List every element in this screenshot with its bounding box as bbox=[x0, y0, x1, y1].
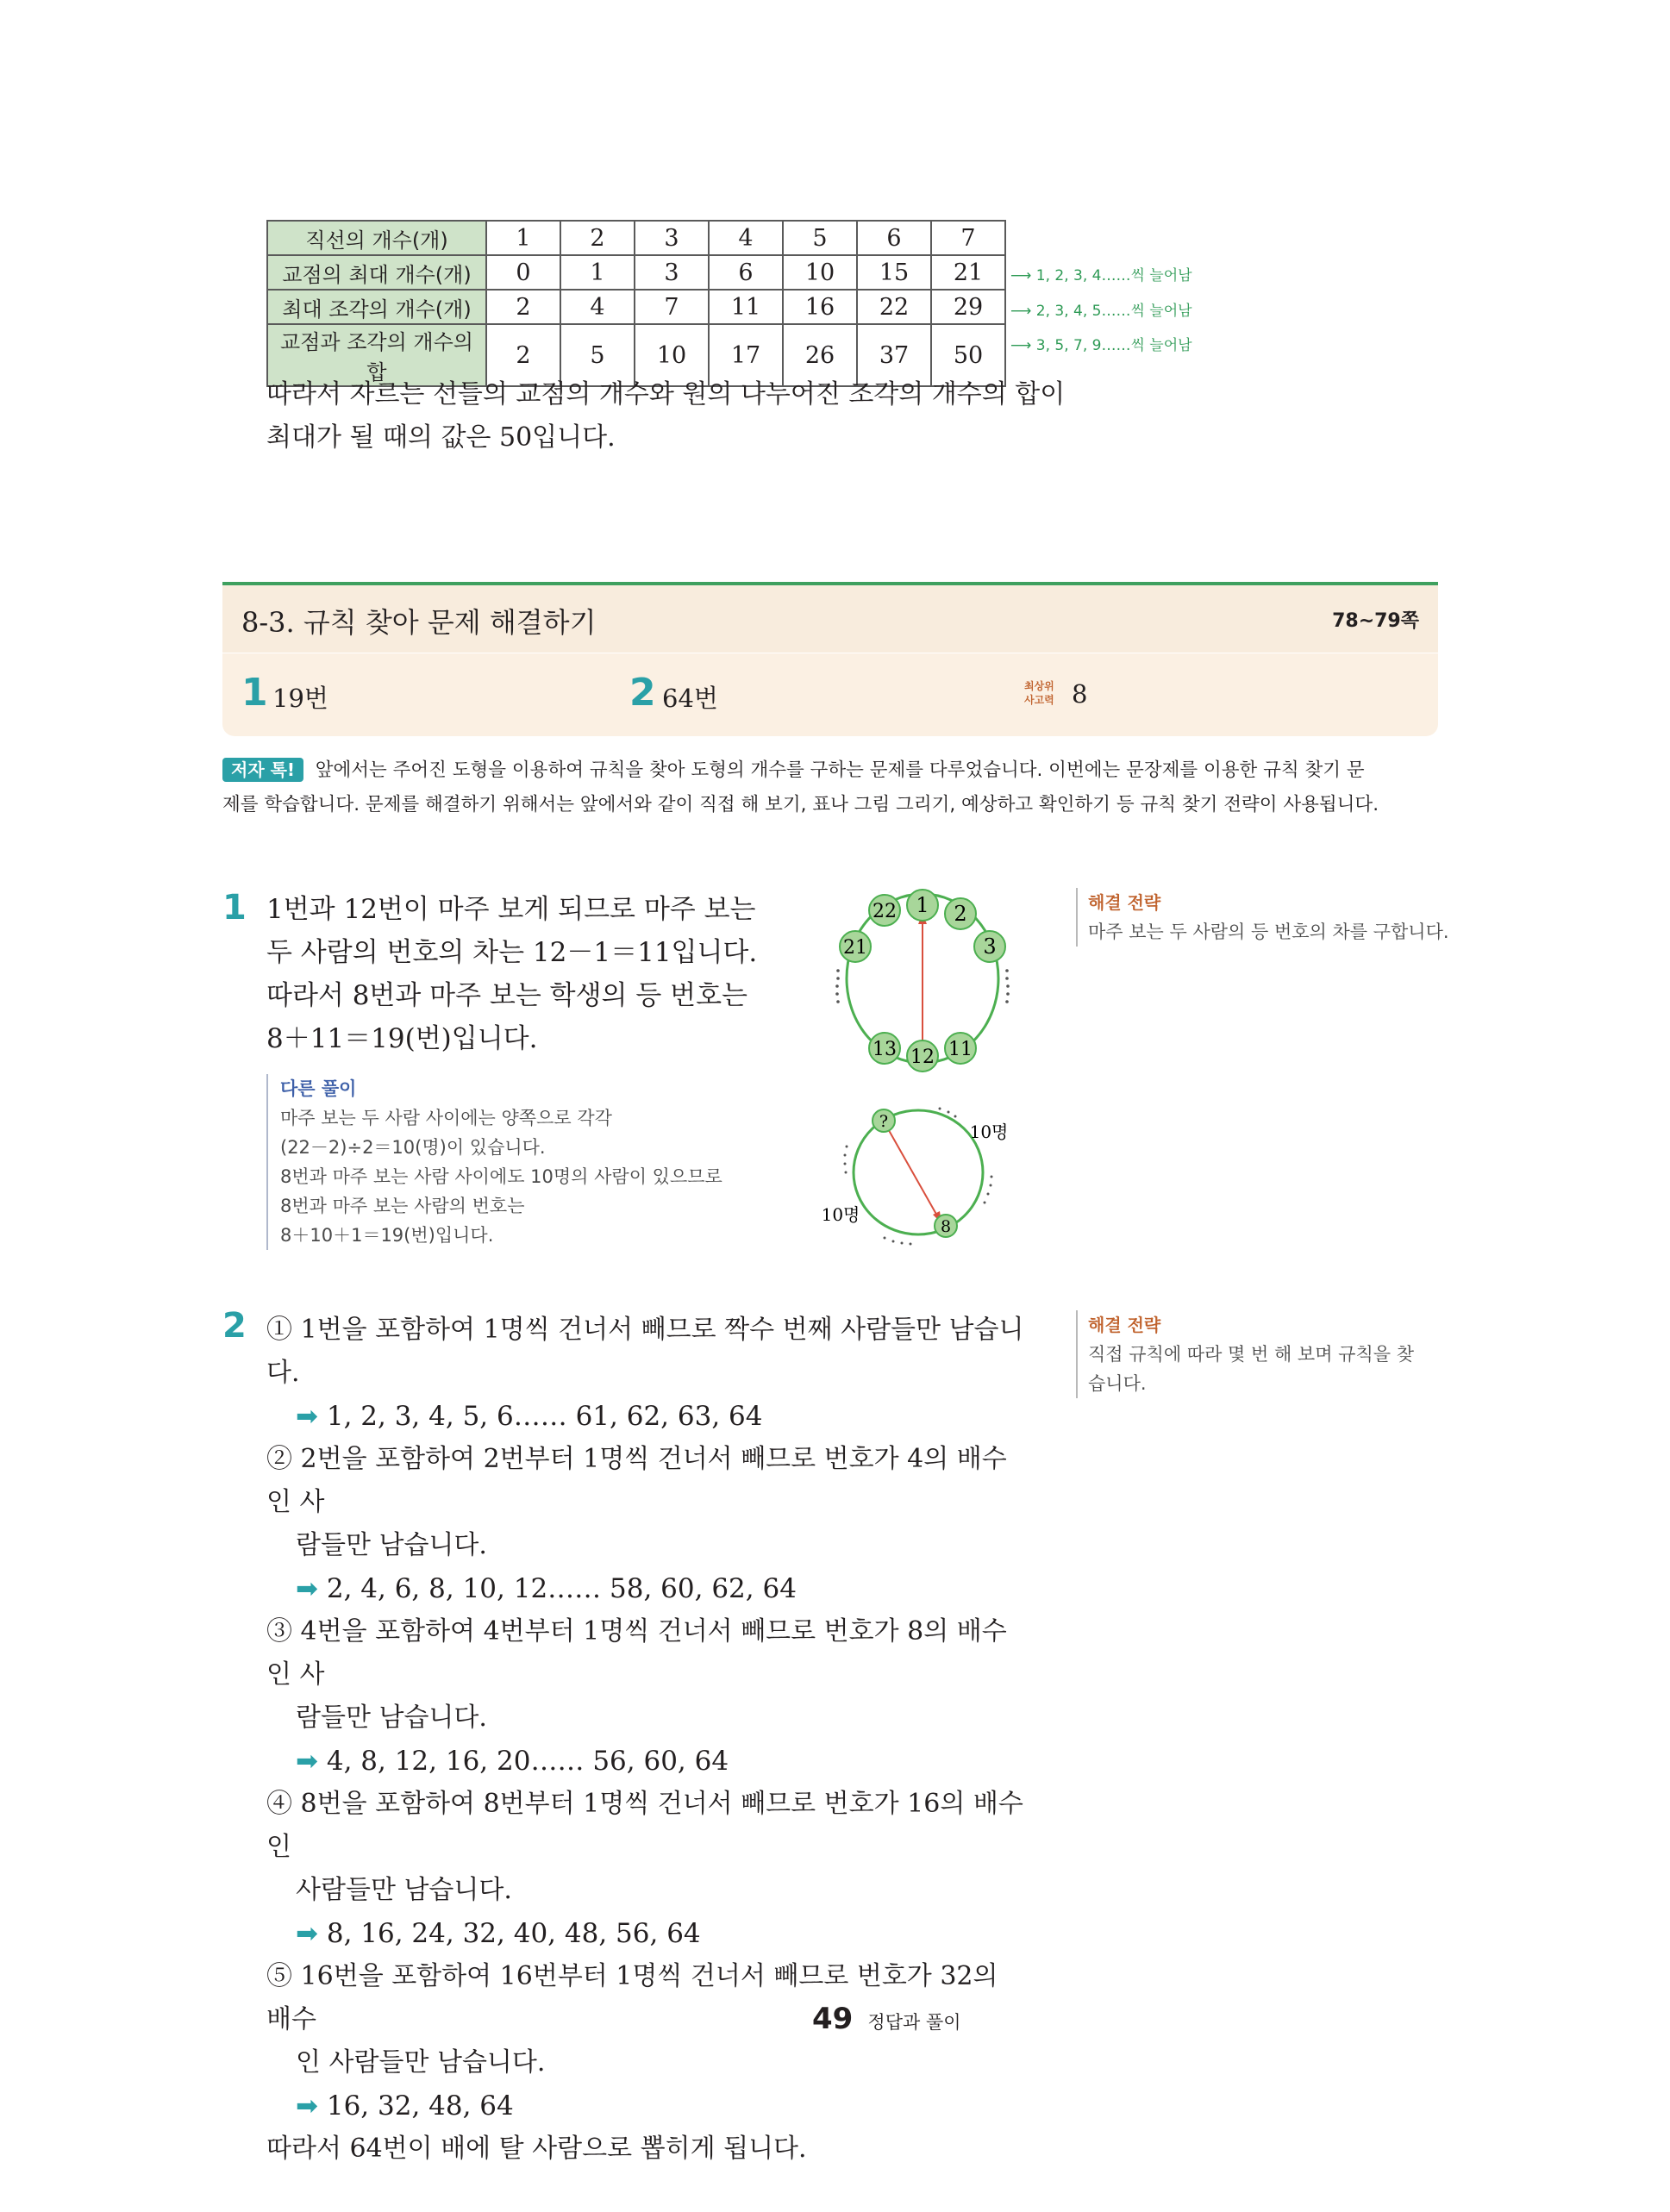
page-number: 49 bbox=[812, 2002, 854, 2036]
circle-diagram-1 bbox=[819, 879, 1043, 1086]
table-row bbox=[267, 255, 1005, 290]
table-cell: 22 bbox=[857, 290, 931, 324]
strategy-title: 해결 전략 bbox=[1088, 1315, 1161, 1335]
step-line: 인 사람들만 남습니다. bbox=[296, 2047, 546, 2078]
problem-number: 2 bbox=[222, 1306, 247, 1346]
table-cell: 15 bbox=[857, 255, 931, 290]
table-cell: 26 bbox=[783, 324, 857, 386]
alternative-solution: 다른 풀이 마주 보는 두 사람 사이에는 양쪽으로 각각 (22－2)÷2＝10(명)이 있습니다. 8번과 마주 보는 사람 사이에도 10명의 사람이 있으므로 8번과 마주 보는 사람의 번호는 8＋10＋1＝19(번)입니다. bbox=[266, 1074, 763, 1250]
table-cell: 0 bbox=[486, 255, 560, 290]
table-cell: 3 bbox=[635, 221, 709, 255]
table-cell: 17 bbox=[709, 324, 783, 386]
table-cell: 21 bbox=[931, 255, 1005, 290]
strategy-text: 습니다. bbox=[1088, 1373, 1147, 1394]
table-cell: 7 bbox=[931, 221, 1005, 255]
step-line: ④ 8번을 포함하여 8번부터 1명씩 건너서 빼므로 번호가 16의 배수인 bbox=[266, 1789, 1023, 1862]
count-table bbox=[266, 220, 1006, 387]
strategy-text: 마주 보는 두 사람의 등 번호의 차를 구합니다. bbox=[1088, 922, 1449, 942]
svg-text:?: ? bbox=[879, 1112, 889, 1131]
svg-text:22: 22 bbox=[873, 901, 897, 922]
table-cell: 5 bbox=[783, 221, 857, 255]
sequence-line: ➡ 1, 2, 3, 4, 5, 6…… 61, 62, 63, 64 bbox=[296, 1401, 763, 1432]
table-cell: 10 bbox=[783, 255, 857, 290]
table-cell: 5 bbox=[560, 324, 635, 386]
footer-label: 정답과 풀이 bbox=[867, 2012, 961, 2033]
section-title: 8-3. 규칙 찾아 문제 해결하기 bbox=[241, 606, 597, 639]
table-cell: 37 bbox=[857, 324, 931, 386]
author-tip-line: 제를 학습합니다. 문제를 해결하기 위해서는 앞에서와 같이 직접 해 보기, 표나 그림 그리기, 예상하고 확인하기 등 규칙 찾기 전략이 사용됩니다. bbox=[222, 794, 1379, 815]
table-cell: 4 bbox=[709, 221, 783, 255]
svg-text:11: 11 bbox=[948, 1039, 973, 1060]
table-cell: 6 bbox=[857, 221, 931, 255]
step-line: 람들만 남습니다. bbox=[296, 1530, 487, 1560]
table-cell: 2 bbox=[560, 221, 635, 255]
step-line: ① 1번을 포함하여 1명씩 건너서 빼므로 짝수 번째 사람들만 남습니다. bbox=[266, 1315, 1024, 1388]
step-line: ② 2번을 포함하여 2번부터 1명씩 건너서 빼므로 번호가 4의 배수인 사 bbox=[266, 1444, 1007, 1517]
sequence-line: ➡ 8, 16, 24, 32, 40, 48, 56, 64 bbox=[296, 1918, 701, 1949]
row-header: 최대 조각의 개수(개) bbox=[267, 290, 486, 324]
author-tip bbox=[222, 753, 1438, 822]
table-cell: 3 bbox=[635, 255, 709, 290]
table-cell: 1 bbox=[486, 221, 560, 255]
table-row bbox=[267, 221, 1005, 255]
svg-text:8: 8 bbox=[940, 1217, 952, 1236]
alt-title: 다른 풀이 bbox=[280, 1078, 357, 1099]
row-header: 교점과 조각의 개수의 합 bbox=[267, 324, 486, 386]
problem2-solution bbox=[266, 1309, 1025, 2171]
row-header: 교점의 최대 개수(개) bbox=[267, 255, 486, 290]
extra-label: 최상위 사고력 bbox=[1024, 680, 1054, 706]
table-cell: 16 bbox=[783, 290, 857, 324]
step-line: ③ 4번을 포함하여 4번부터 1명씩 건너서 빼므로 번호가 8의 배수인 사 bbox=[266, 1616, 1007, 1690]
author-tip-line: 앞에서는 주어진 도형을 이용하여 규칙을 찾아 도형의 개수를 구하는 문제를 다루었습니다. 이번에는 문장제를 이용한 규칙 찾기 문 bbox=[315, 759, 1365, 781]
svg-text:2: 2 bbox=[954, 902, 967, 926]
strategy-text: 직접 규칙에 따라 몇 번 해 보며 규칙을 찾 bbox=[1088, 1344, 1414, 1365]
answer-number: 1 bbox=[241, 671, 268, 715]
page-footer bbox=[812, 2002, 961, 2036]
step-line: 사람들만 남습니다. bbox=[296, 1875, 512, 1905]
answer-bar bbox=[222, 653, 1438, 736]
table-cell: 2 bbox=[486, 290, 560, 324]
strategy-title: 해결 전략 bbox=[1088, 892, 1161, 913]
strategy-box bbox=[1076, 888, 1450, 947]
increase-note: ⟶ 3, 5, 7, 9……씩 늘어남 bbox=[1010, 337, 1192, 354]
answer-text: 19번 bbox=[272, 684, 328, 713]
table-cell: 1 bbox=[560, 255, 635, 290]
table-row bbox=[267, 290, 1005, 324]
table-cell: 10 bbox=[635, 324, 709, 386]
problem1-text: 1번과 12번이 마주 보게 되므로 마주 보는 두 사람의 번호의 차는 12－1＝11입니다. 따라서 8번과 마주 보는 학생의 등 번호는 8＋11＝19(번)입니다. bbox=[266, 894, 758, 1054]
step-line: ⑤ 16번을 포함하여 16번부터 1명씩 건너서 빼므로 번호가 32의 배수 bbox=[266, 1961, 998, 2034]
svg-text:10명: 10명 bbox=[969, 1122, 1009, 1142]
extra-answer: 8 bbox=[1072, 679, 1088, 709]
sequence-line: ➡ 16, 32, 48, 64 bbox=[296, 2090, 514, 2121]
step-line: 람들만 남습니다. bbox=[296, 1703, 487, 1733]
svg-text:13: 13 bbox=[873, 1039, 897, 1060]
author-tip-tag: 저자 톡! bbox=[222, 758, 303, 782]
section-header bbox=[222, 585, 1438, 653]
svg-text:1: 1 bbox=[916, 893, 929, 917]
table-cell: 6 bbox=[709, 255, 783, 290]
sequence-line: ➡ 2, 4, 6, 8, 10, 12…… 58, 60, 62, 64 bbox=[296, 1573, 797, 1604]
answer-text: 64번 bbox=[662, 684, 718, 713]
conclusion-text: 따라서 자르는 선들의 교점의 개수와 원의 나누어진 조각의 개수의 합이 최대가 될 때의 값은 50입니다. bbox=[266, 379, 1066, 453]
increase-note: ⟶ 2, 3, 4, 5……씩 늘어남 bbox=[1010, 303, 1192, 320]
table-cell: 2 bbox=[486, 324, 560, 386]
table-cell: 50 bbox=[931, 324, 1005, 386]
table-cell: 11 bbox=[709, 290, 783, 324]
svg-text:12: 12 bbox=[910, 1047, 935, 1068]
table-cell: 7 bbox=[635, 290, 709, 324]
table-cell: 4 bbox=[560, 290, 635, 324]
strategy-box bbox=[1076, 1310, 1450, 1398]
row-header: 직선의 개수(개) bbox=[267, 221, 486, 255]
table-cell: 29 bbox=[931, 290, 1005, 324]
svg-text:10명: 10명 bbox=[821, 1204, 860, 1225]
svg-text:21: 21 bbox=[843, 937, 867, 959]
final-line: 따라서 64번이 배에 탈 사람으로 뽑히게 됩니다. bbox=[266, 2134, 807, 2164]
sequence-line: ➡ 4, 8, 12, 16, 20…… 56, 60, 64 bbox=[296, 1746, 729, 1777]
increase-note: ⟶ 1, 2, 3, 4……씩 늘어남 bbox=[1010, 267, 1192, 284]
svg-text:3: 3 bbox=[983, 934, 997, 959]
section-pages: 78~79쪽 bbox=[1332, 610, 1419, 632]
answer-number: 2 bbox=[629, 671, 656, 715]
circle-diagram-2 bbox=[810, 1095, 1026, 1250]
problem-number: 1 bbox=[222, 888, 247, 928]
